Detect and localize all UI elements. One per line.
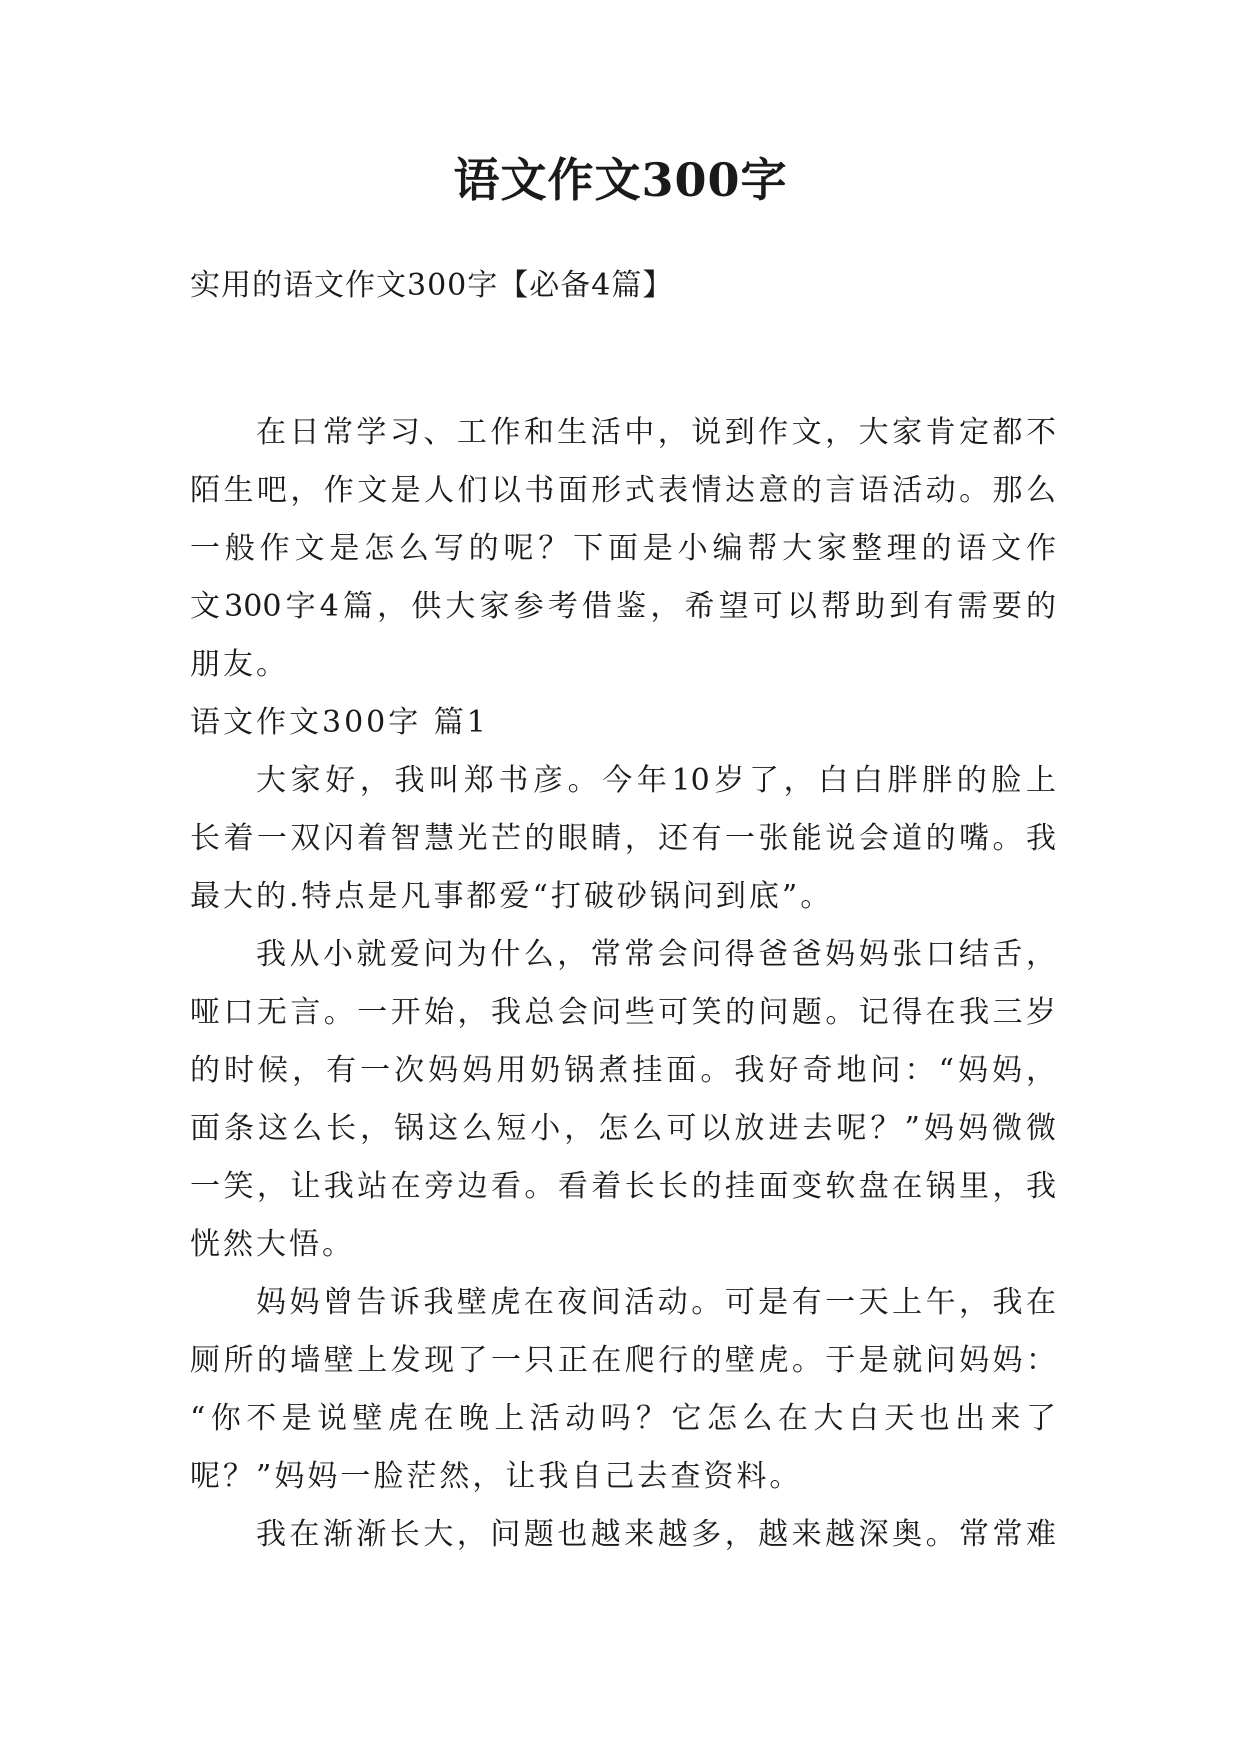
body-line: 最大的.特点是凡事都爱“打破砂锅问到底”。 — [190, 879, 834, 914]
body-line: 文300字4篇，供大家参考借鉴，希望可以帮助到有需要的 — [190, 589, 1056, 624]
body-line: 我在渐渐长大，问题也越来越多，越来越深奥。常常难 — [256, 1517, 1056, 1552]
body-line: 陌生吧，作文是人们以书面形式表情达意的言语活动。那么 — [190, 473, 1056, 508]
body-line: 我从小就爱问为什么，常常会问得爸爸妈妈张口结舌， — [256, 937, 1056, 972]
document-title: 语文作文300字 — [453, 153, 788, 207]
body-line: 厕所的墙壁上发现了一只正在爬行的壁虎。于是就问妈妈： — [190, 1343, 1056, 1378]
document-subtitle: 实用的语文作文300字【必备4篇】 — [190, 268, 674, 303]
body-line: 恍然大悟。 — [190, 1227, 355, 1262]
body-line: 大家好，我叫郑书彦。今年10岁了，白白胖胖的脸上 — [256, 763, 1056, 798]
body-line: “你不是说壁虎在晚上活动吗？它怎么在大白天也出来了 — [190, 1401, 1056, 1436]
body-line: 一笑，让我站在旁边看。看着长长的挂面变软盘在锅里，我 — [190, 1169, 1056, 1204]
body-line: 妈妈曾告诉我壁虎在夜间活动。可是有一天上午，我在 — [256, 1285, 1056, 1320]
document-body — [190, 404, 1056, 1564]
body-line: 长着一双闪着智慧光芒的眼睛，还有一张能说会道的嘴。我 — [190, 821, 1056, 856]
body-line: 朋友。 — [190, 647, 289, 682]
body-line: 的时候，有一次妈妈用奶锅煮挂面。我好奇地问：“妈妈， — [190, 1053, 1056, 1088]
body-line: 哑口无言。一开始，我总会问些可笑的问题。记得在我三岁 — [190, 995, 1056, 1030]
body-line: 一般作文是怎么写的呢？下面是小编帮大家整理的语文作 — [190, 531, 1056, 566]
body-line: 语文作文300字 篇1 — [190, 705, 489, 740]
body-line: 面条这么长，锅这么短小，怎么可以放进去呢？”妈妈微微 — [190, 1111, 1056, 1146]
body-line: 在日常学习、工作和生活中，说到作文，大家肯定都不 — [256, 415, 1056, 450]
body-line: 呢？”妈妈一脸茫然，让我自己去查资料。 — [190, 1459, 803, 1494]
